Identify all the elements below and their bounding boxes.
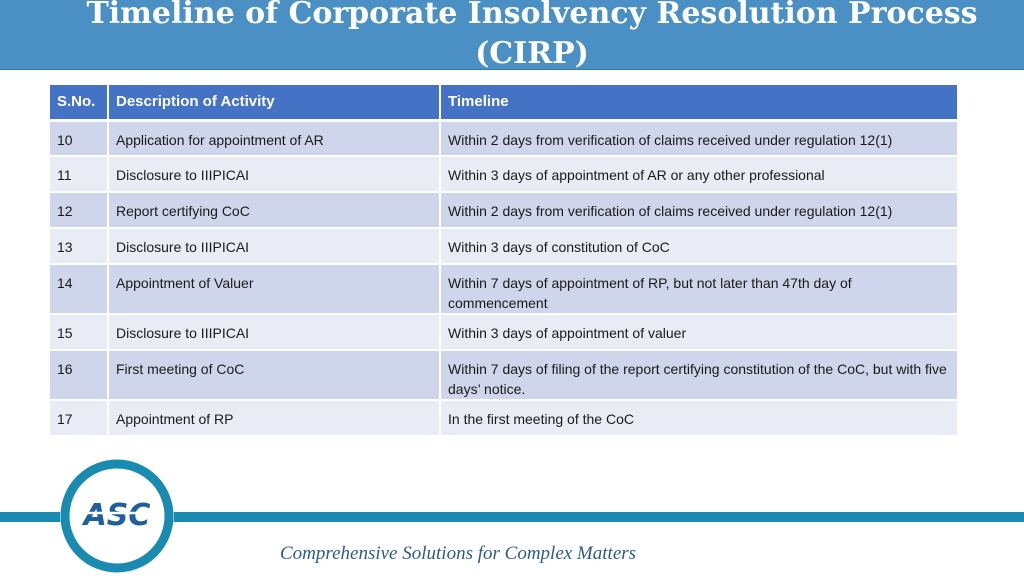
activity-cell: First meeting of CoC bbox=[108, 350, 440, 400]
column-header-timeline: Timeline bbox=[440, 85, 957, 120]
column-header-activity: Description of Activity bbox=[108, 85, 440, 120]
asc-logo bbox=[58, 457, 176, 575]
table-row bbox=[50, 156, 957, 192]
sno-cell: 14 bbox=[50, 264, 108, 314]
sno-cell: 17 bbox=[50, 400, 108, 436]
activity-cell: Disclosure to IIIPICAI bbox=[108, 156, 440, 192]
table-row bbox=[50, 228, 957, 264]
timeline-cell: Within 3 days of appointment of valuer bbox=[440, 314, 957, 350]
timeline-cell: Within 7 days of appointment of RP, but not later than 47th day of commencement bbox=[440, 264, 957, 314]
table-row bbox=[50, 192, 957, 228]
timeline-cell: In the first meeting of the CoC bbox=[440, 400, 957, 436]
activity-cell: Application for appointment of AR bbox=[108, 120, 440, 156]
activity-cell: Appointment of Valuer bbox=[108, 264, 440, 314]
column-header-sno: S.No. bbox=[50, 85, 108, 120]
sno-cell: 11 bbox=[50, 156, 108, 192]
table-row bbox=[50, 120, 957, 156]
timeline-cell: Within 3 days of constitution of CoC bbox=[440, 228, 957, 264]
logo-text: ASC bbox=[83, 498, 151, 533]
table-row bbox=[50, 400, 957, 436]
table-row bbox=[50, 314, 957, 350]
page-title: Timeline of Corporate Insolvency Resolution Process (CIRP) bbox=[86, 0, 978, 71]
timeline-cell: Within 7 days of filing of the report certifying constitution of the CoC, but with five days’ notice. bbox=[440, 350, 957, 400]
timeline-cell: Within 2 days from verification of claims received under regulation 12(1) bbox=[440, 120, 957, 156]
sno-cell: 12 bbox=[50, 192, 108, 228]
tagline: Comprehensive Solutions for Complex Matters bbox=[280, 543, 637, 564]
activity-cell: Report certifying CoC bbox=[108, 192, 440, 228]
activity-cell: Disclosure to IIIPICAI bbox=[108, 314, 440, 350]
activity-cell: Appointment of RP bbox=[108, 400, 440, 436]
sno-cell: 16 bbox=[50, 350, 108, 400]
table-header-row bbox=[50, 85, 957, 120]
sno-cell: 15 bbox=[50, 314, 108, 350]
sno-cell: 10 bbox=[50, 120, 108, 156]
cirp-timeline-table bbox=[50, 85, 957, 437]
sno-cell: 13 bbox=[50, 228, 108, 264]
table-row bbox=[50, 350, 957, 400]
activity-cell: Disclosure to IIIPICAI bbox=[108, 228, 440, 264]
title-bar bbox=[0, 0, 1024, 70]
timeline-cell: Within 3 days of appointment of AR or any other professional bbox=[440, 156, 957, 192]
timeline-cell: Within 2 days from verification of claims received under regulation 12(1) bbox=[440, 192, 957, 228]
table-row bbox=[50, 264, 957, 314]
